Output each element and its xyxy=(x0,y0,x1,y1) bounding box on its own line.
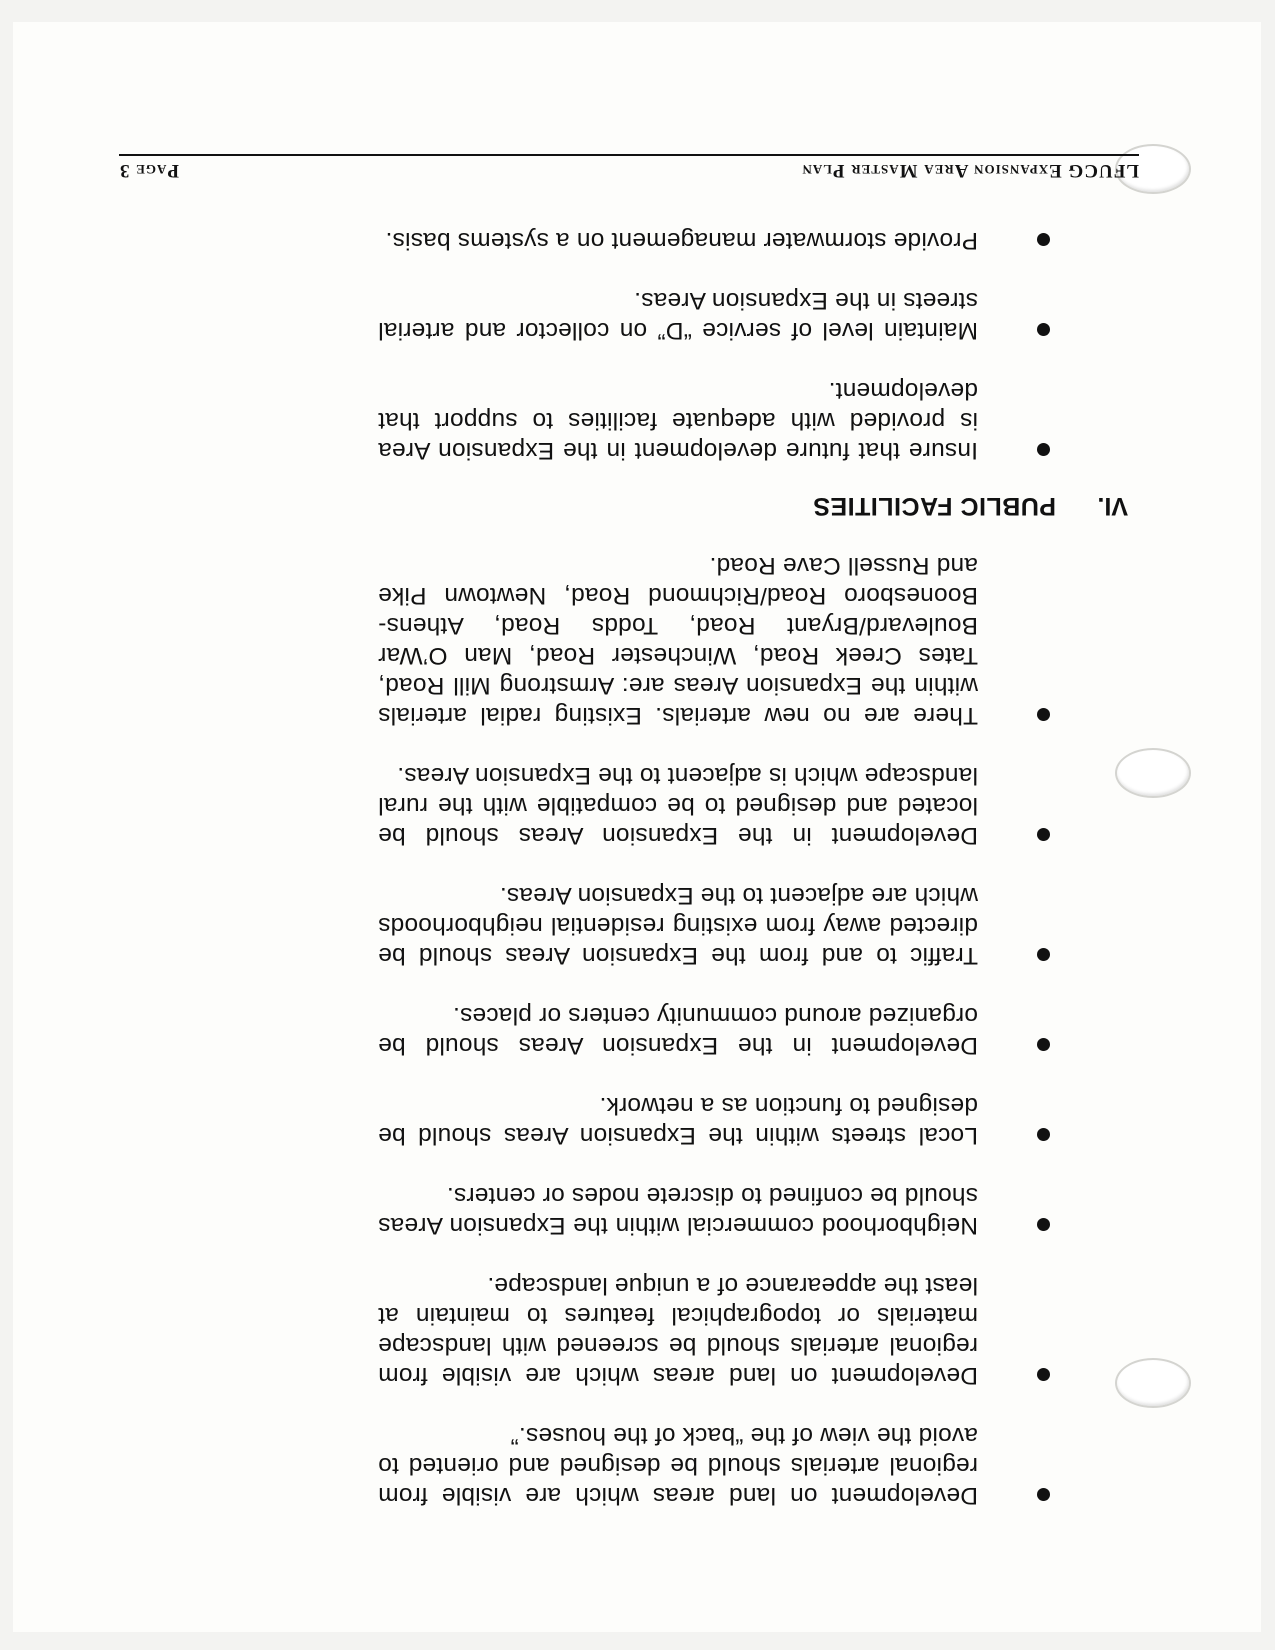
bullet-icon xyxy=(1037,1128,1050,1141)
list-item xyxy=(250,1180,1050,1240)
header-title: LFUCG Expansion Area Master Plan xyxy=(801,160,1139,181)
list-item-text: Insure that future development in the Expansion Area is provided with adequate facilities to support that development. xyxy=(378,377,978,464)
bullet-icon xyxy=(1037,443,1050,456)
list-item xyxy=(250,550,1050,730)
bullet-icon xyxy=(1037,1218,1050,1231)
list-item-text: Development in the Expansion Areas should be organized around community centers or places. xyxy=(378,1002,978,1059)
section-heading xyxy=(250,491,1128,520)
bullet-icon xyxy=(1037,828,1050,841)
list-item xyxy=(250,1090,1050,1150)
page-number: Page 3 xyxy=(119,160,180,181)
list-item xyxy=(250,1000,1050,1060)
list-item-text: There are no new arterials. Existing radial arterials within the Expansion Areas are: Armstrong Mill Road, Tates Creek Road, Winchester Road, Man O’War Boulevard/Bryant Road, Todds Road, Athens-Boonesboro Road/Richmond Road, Newtown Pike and Russell Cave Road. xyxy=(378,552,978,729)
bullet-icon xyxy=(1037,323,1050,336)
list-item xyxy=(250,1420,1050,1510)
page-content xyxy=(250,195,1128,1510)
list-item xyxy=(250,880,1050,970)
bullet-icon xyxy=(1037,1038,1050,1051)
bullet-icon xyxy=(1037,1488,1050,1501)
list-item-text: Traffic to and from the Expansion Areas should be directed away from existing residential neighborhoods which are adjacent to the Expansion Areas. xyxy=(378,882,978,969)
binder-hole-top xyxy=(1115,1358,1191,1408)
bullet-icon xyxy=(1037,948,1050,961)
list-item xyxy=(250,760,1050,850)
list-item xyxy=(250,285,1050,345)
list-item xyxy=(250,1270,1050,1390)
list-item xyxy=(250,225,1050,255)
section-title: PUBLIC FACILITIES xyxy=(812,492,1056,520)
bullet-icon xyxy=(1037,1368,1050,1381)
list-item-text: Development in the Expansion Areas should be located and designed to be compatible with the rural landscape which is adjacent to the Expansion Areas. xyxy=(378,762,978,849)
list-item-text: Development on land areas which are visible from regional arterials should be designed and oriented to avoid the view of the “back of the houses.” xyxy=(378,1422,978,1509)
bullet-icon xyxy=(1037,708,1050,721)
bullet-icon xyxy=(1037,233,1050,246)
page-header xyxy=(119,154,1139,182)
section-number: VI. xyxy=(1097,492,1128,520)
list-item-text: Local streets within the Expansion Areas should be designed to function as a network. xyxy=(378,1092,978,1149)
list-item-text: Development on land areas which are visible from regional arterials should be screened with landscape materials or topographical features to maintain at least the appearance of a unique landscape. xyxy=(378,1272,978,1389)
list-item-text: Provide stormwater management on a systems basis. xyxy=(385,227,978,254)
list-item-text: Maintain level of service “D” on collector and arterial streets in the Expansion Areas. xyxy=(378,287,978,344)
list-item-text: Neighborhood commercial within the Expansion Areas should be confined to discrete nodes or centers. xyxy=(378,1182,978,1239)
list-item xyxy=(250,375,1050,465)
binder-hole-middle xyxy=(1115,748,1191,798)
